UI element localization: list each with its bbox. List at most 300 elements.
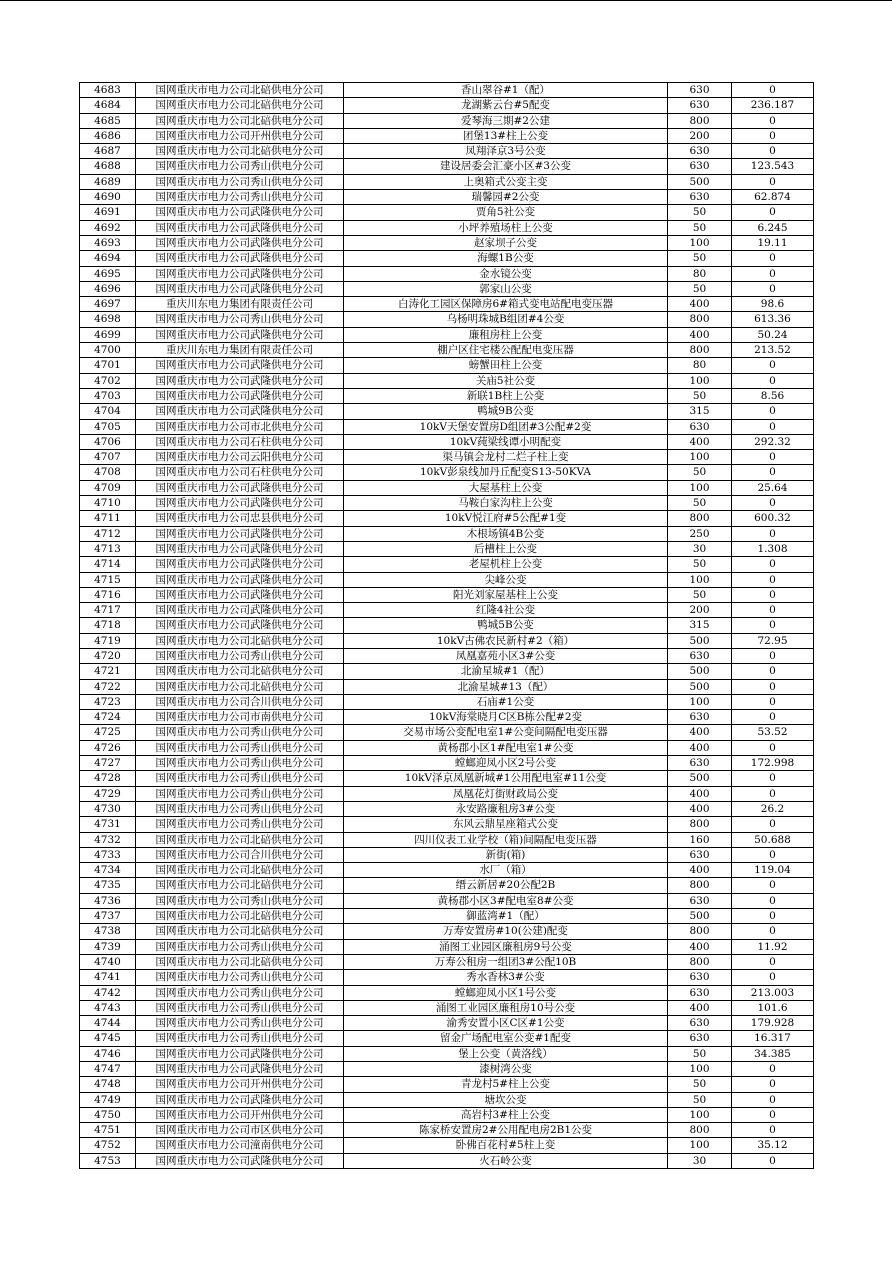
transformer-name-cell: 黄杨郡小区1#配电室1#公变 — [344, 740, 668, 755]
transformer-name-cell: 北渝星城#1（配） — [344, 664, 668, 679]
transformer-name-cell: 廉租房柱上公变 — [344, 327, 668, 342]
transformer-name-cell: 海螺1B公变 — [344, 251, 668, 266]
company-cell: 国网重庆市电力公司秀山供电分公司 — [136, 312, 344, 327]
row-number-cell: 4694 — [80, 251, 136, 266]
value-cell: 101.6 — [732, 1000, 814, 1015]
transformer-name-cell: 涌图工业园区廉租房10号公变 — [344, 1000, 668, 1015]
company-cell: 国网重庆市电力公司北碚供电分公司 — [136, 144, 344, 159]
capacity-cell: 400 — [668, 434, 732, 449]
row-number-cell: 4713 — [80, 541, 136, 556]
capacity-cell: 630 — [668, 710, 732, 725]
row-number-cell: 4714 — [80, 557, 136, 572]
company-cell: 国网重庆市电力公司武隆供电分公司 — [136, 557, 344, 572]
company-cell: 国网重庆市电力公司北碚供电分公司 — [136, 98, 344, 113]
value-cell: 179.928 — [732, 1016, 814, 1031]
table-row — [80, 1077, 814, 1092]
capacity-cell: 315 — [668, 618, 732, 633]
value-cell: 0 — [732, 1077, 814, 1092]
table-row — [80, 1123, 814, 1138]
row-number-cell: 4692 — [80, 220, 136, 235]
table-row — [80, 419, 814, 434]
value-cell: 0 — [732, 496, 814, 511]
capacity-cell: 30 — [668, 1153, 732, 1168]
transformer-name-cell: 留金广场配电室公变#1配变 — [344, 1031, 668, 1046]
capacity-cell: 630 — [668, 419, 732, 434]
company-cell: 国网重庆市电力公司北碚供电分公司 — [136, 832, 344, 847]
table-row — [80, 312, 814, 327]
capacity-cell: 100 — [668, 1062, 732, 1077]
row-number-cell: 4687 — [80, 144, 136, 159]
company-cell: 国网重庆市电力公司武隆供电分公司 — [136, 1092, 344, 1107]
capacity-cell: 400 — [668, 740, 732, 755]
row-number-cell: 4733 — [80, 847, 136, 862]
company-cell: 国网重庆市电力公司秀山供电分公司 — [136, 648, 344, 663]
transformer-name-cell: 10kV彭泉线加丹丘配变S13-50KVA — [344, 465, 668, 480]
value-cell: 123.543 — [732, 159, 814, 174]
table-row — [80, 725, 814, 740]
transformer-name-cell: 螳螂迎凤小区2号公变 — [344, 756, 668, 771]
transformer-name-cell: 10kV古佛农民新村#2（箱） — [344, 633, 668, 648]
table-row — [80, 847, 814, 862]
table-row — [80, 1138, 814, 1153]
table-row — [80, 343, 814, 358]
table-row — [80, 1062, 814, 1077]
value-cell: 72.95 — [732, 633, 814, 648]
value-cell: 0 — [732, 205, 814, 220]
transformer-name-cell: 渝秀安置小区C区#1公变 — [344, 1016, 668, 1031]
capacity-cell: 800 — [668, 312, 732, 327]
company-cell: 国网重庆市电力公司石柱供电分公司 — [136, 465, 344, 480]
capacity-cell: 315 — [668, 404, 732, 419]
company-cell: 国网重庆市电力公司武隆供电分公司 — [136, 235, 344, 250]
table-row — [80, 128, 814, 143]
row-number-cell: 4740 — [80, 954, 136, 969]
row-number-cell: 4706 — [80, 434, 136, 449]
value-cell: 35.12 — [732, 1138, 814, 1153]
transformer-name-cell: 水厂（箱） — [344, 863, 668, 878]
capacity-cell: 630 — [668, 98, 732, 113]
capacity-cell: 200 — [668, 603, 732, 618]
capacity-cell: 800 — [668, 878, 732, 893]
row-number-cell: 4702 — [80, 373, 136, 388]
company-cell: 国网重庆市电力公司武隆供电分公司 — [136, 358, 344, 373]
table-row — [80, 450, 814, 465]
row-number-cell: 4690 — [80, 190, 136, 205]
transformer-name-cell: 青龙村5#柱上公变 — [344, 1077, 668, 1092]
capacity-cell: 500 — [668, 633, 732, 648]
capacity-cell: 100 — [668, 373, 732, 388]
table-row — [80, 740, 814, 755]
row-number-cell: 4686 — [80, 128, 136, 143]
table-row — [80, 648, 814, 663]
company-cell: 国网重庆市电力公司北碚供电分公司 — [136, 83, 344, 98]
table-row — [80, 587, 814, 602]
capacity-cell: 50 — [668, 220, 732, 235]
row-number-cell: 4731 — [80, 817, 136, 832]
row-number-cell: 4712 — [80, 526, 136, 541]
company-cell: 国网重庆市电力公司秀山供电分公司 — [136, 159, 344, 174]
capacity-cell: 630 — [668, 190, 732, 205]
row-number-cell: 4748 — [80, 1077, 136, 1092]
transformer-table — [79, 82, 814, 1169]
table-row — [80, 954, 814, 969]
value-cell: 0 — [732, 970, 814, 985]
transformer-name-cell: 赵家坝子公变 — [344, 235, 668, 250]
table-row — [80, 541, 814, 556]
transformer-name-cell: 四川仪表工业学校（箱)间隔配电变压器 — [344, 832, 668, 847]
company-cell: 国网重庆市电力公司秀山供电分公司 — [136, 190, 344, 205]
row-number-cell: 4730 — [80, 801, 136, 816]
capacity-cell: 400 — [668, 786, 732, 801]
table-row — [80, 1016, 814, 1031]
row-number-cell: 4726 — [80, 740, 136, 755]
capacity-cell: 400 — [668, 1000, 732, 1015]
transformer-name-cell: 爱琴海三期#2公建 — [344, 113, 668, 128]
transformer-name-cell: 香山翠谷#1（配） — [344, 83, 668, 98]
row-number-cell: 4749 — [80, 1092, 136, 1107]
capacity-cell: 630 — [668, 756, 732, 771]
value-cell: 172.998 — [732, 756, 814, 771]
value-cell: 11.92 — [732, 939, 814, 954]
table-row — [80, 480, 814, 495]
transformer-name-cell: 螳螂迎凤小区1号公变 — [344, 985, 668, 1000]
capacity-cell: 630 — [668, 893, 732, 908]
capacity-cell: 630 — [668, 144, 732, 159]
capacity-cell: 800 — [668, 924, 732, 939]
company-cell: 国网重庆市电力公司秀山供电分公司 — [136, 1016, 344, 1031]
value-cell: 25.64 — [732, 480, 814, 495]
transformer-name-cell: 老屋机柱上公变 — [344, 557, 668, 572]
table-row — [80, 878, 814, 893]
capacity-cell: 400 — [668, 297, 732, 312]
value-cell: 0 — [732, 373, 814, 388]
value-cell: 292.32 — [732, 434, 814, 449]
table-row — [80, 633, 814, 648]
capacity-cell: 630 — [668, 159, 732, 174]
company-cell: 国网重庆市电力公司武隆供电分公司 — [136, 587, 344, 602]
table-row — [80, 327, 814, 342]
company-cell: 国网重庆市电力公司秀山供电分公司 — [136, 893, 344, 908]
row-number-cell: 4752 — [80, 1138, 136, 1153]
value-cell: 26.2 — [732, 801, 814, 816]
value-cell: 0 — [732, 358, 814, 373]
row-number-cell: 4708 — [80, 465, 136, 480]
row-number-cell: 4732 — [80, 832, 136, 847]
table-row — [80, 863, 814, 878]
capacity-cell: 80 — [668, 358, 732, 373]
value-cell: 0 — [732, 465, 814, 480]
value-cell: 0 — [732, 694, 814, 709]
capacity-cell: 800 — [668, 1123, 732, 1138]
table-row — [80, 694, 814, 709]
transformer-name-cell: 上奥箱式公变主变 — [344, 174, 668, 189]
row-number-cell: 4688 — [80, 159, 136, 174]
transformer-name-cell: 马鞍白家沟柱上公变 — [344, 496, 668, 511]
capacity-cell: 50 — [668, 1046, 732, 1061]
company-cell: 国网重庆市电力公司秀山供电分公司 — [136, 970, 344, 985]
company-cell: 国网重庆市电力公司北碚供电分公司 — [136, 863, 344, 878]
table-row — [80, 817, 814, 832]
value-cell: 0 — [732, 710, 814, 725]
transformer-name-cell: 棚户区住宅楼公配配电变压器 — [344, 343, 668, 358]
transformer-name-cell: 螃蟹田柱上公变 — [344, 358, 668, 373]
company-cell: 国网重庆市电力公司北碚供电分公司 — [136, 664, 344, 679]
table-row — [80, 190, 814, 205]
capacity-cell: 50 — [668, 1092, 732, 1107]
company-cell: 国网重庆市电力公司武隆供电分公司 — [136, 220, 344, 235]
capacity-cell: 800 — [668, 511, 732, 526]
company-cell: 国网重庆市电力公司武隆供电分公司 — [136, 1062, 344, 1077]
row-number-cell: 4684 — [80, 98, 136, 113]
company-cell: 国网重庆市电力公司北碚供电分公司 — [136, 633, 344, 648]
transformer-name-cell: 乌杨明珠城B组团#4公变 — [344, 312, 668, 327]
row-number-cell: 4691 — [80, 205, 136, 220]
transformer-name-cell: 龙湖紫云台#5配变 — [344, 98, 668, 113]
company-cell: 国网重庆市电力公司武隆供电分公司 — [136, 205, 344, 220]
row-number-cell: 4720 — [80, 648, 136, 663]
table-row — [80, 710, 814, 725]
transformer-name-cell: 小坪养殖场柱上公变 — [344, 220, 668, 235]
row-number-cell: 4750 — [80, 1107, 136, 1122]
table-row — [80, 985, 814, 1000]
company-cell: 国网重庆市电力公司市南供电分公司 — [136, 710, 344, 725]
transformer-name-cell: 后槽柱上公变 — [344, 541, 668, 556]
table-row — [80, 526, 814, 541]
transformer-name-cell: 凤翔泽京3号公变 — [344, 144, 668, 159]
table-body — [80, 83, 814, 1169]
row-number-cell: 4742 — [80, 985, 136, 1000]
value-cell: 0 — [732, 419, 814, 434]
company-cell: 国网重庆市电力公司忠县供电分公司 — [136, 511, 344, 526]
company-cell: 国网重庆市电力公司北碚供电分公司 — [136, 878, 344, 893]
value-cell: 0 — [732, 128, 814, 143]
value-cell: 0 — [732, 1092, 814, 1107]
transformer-name-cell: 10kV天堡安置房D组团#3公配#2变 — [344, 419, 668, 434]
value-cell: 0 — [732, 113, 814, 128]
company-cell: 国网重庆市电力公司武隆供电分公司 — [136, 373, 344, 388]
capacity-cell: 30 — [668, 541, 732, 556]
table-row — [80, 465, 814, 480]
value-cell: 1.308 — [732, 541, 814, 556]
capacity-cell: 100 — [668, 694, 732, 709]
company-cell: 国网重庆市电力公司秀山供电分公司 — [136, 174, 344, 189]
transformer-name-cell: 尖峰公变 — [344, 572, 668, 587]
row-number-cell: 4724 — [80, 710, 136, 725]
capacity-cell: 500 — [668, 664, 732, 679]
value-cell: 0 — [732, 648, 814, 663]
company-cell: 国网重庆市电力公司北碚供电分公司 — [136, 679, 344, 694]
capacity-cell: 500 — [668, 679, 732, 694]
value-cell: 16.317 — [732, 1031, 814, 1046]
transformer-name-cell: 金水镜公变 — [344, 266, 668, 281]
row-number-cell: 4715 — [80, 572, 136, 587]
table-row — [80, 434, 814, 449]
company-cell: 国网重庆市电力公司秀山供电分公司 — [136, 740, 344, 755]
value-cell: 0 — [732, 618, 814, 633]
capacity-cell: 250 — [668, 526, 732, 541]
value-cell: 600.32 — [732, 511, 814, 526]
row-number-cell: 4705 — [80, 419, 136, 434]
company-cell: 国网重庆市电力公司武隆供电分公司 — [136, 404, 344, 419]
transformer-name-cell: 新联1B柱上公变 — [344, 388, 668, 403]
company-cell: 国网重庆市电力公司武隆供电分公司 — [136, 618, 344, 633]
value-cell: 0 — [732, 954, 814, 969]
row-number-cell: 4685 — [80, 113, 136, 128]
company-cell: 国网重庆市电力公司秀山供电分公司 — [136, 786, 344, 801]
row-number-cell: 4741 — [80, 970, 136, 985]
value-cell: 62.874 — [732, 190, 814, 205]
value-cell: 0 — [732, 572, 814, 587]
table-row — [80, 756, 814, 771]
value-cell: 0 — [732, 587, 814, 602]
capacity-cell: 80 — [668, 266, 732, 281]
transformer-name-cell: 鸭城5B公变 — [344, 618, 668, 633]
value-cell: 0 — [732, 251, 814, 266]
transformer-name-cell: 北渝星城#13（配） — [344, 679, 668, 694]
company-cell: 国网重庆市电力公司合川供电分公司 — [136, 694, 344, 709]
value-cell: 0 — [732, 450, 814, 465]
capacity-cell: 50 — [668, 281, 732, 296]
value-cell: 0 — [732, 924, 814, 939]
value-cell: 0 — [732, 1123, 814, 1138]
capacity-cell: 100 — [668, 450, 732, 465]
value-cell: 98.6 — [732, 297, 814, 312]
table-row — [80, 511, 814, 526]
table-row — [80, 557, 814, 572]
row-number-cell: 4729 — [80, 786, 136, 801]
capacity-cell: 160 — [668, 832, 732, 847]
row-number-cell: 4736 — [80, 893, 136, 908]
capacity-cell: 50 — [668, 205, 732, 220]
value-cell: 0 — [732, 817, 814, 832]
table-row — [80, 970, 814, 985]
table-row — [80, 358, 814, 373]
table-row — [80, 618, 814, 633]
company-cell: 国网重庆市电力公司秀山供电分公司 — [136, 817, 344, 832]
company-cell: 国网重庆市电力公司武隆供电分公司 — [136, 251, 344, 266]
table-row — [80, 83, 814, 98]
company-cell: 重庆川东电力集团有限责任公司 — [136, 297, 344, 312]
row-number-cell: 4716 — [80, 587, 136, 602]
transformer-name-cell: 鸭城9B公变 — [344, 404, 668, 419]
capacity-cell: 100 — [668, 1138, 732, 1153]
value-cell: 0 — [732, 174, 814, 189]
table-row — [80, 98, 814, 113]
value-cell: 0 — [732, 603, 814, 618]
transformer-name-cell: 新街(箱) — [344, 847, 668, 862]
table-row — [80, 251, 814, 266]
row-number-cell: 4747 — [80, 1062, 136, 1077]
transformer-name-cell: 木根场镇4B公变 — [344, 526, 668, 541]
transformer-name-cell: 郭家山公变 — [344, 281, 668, 296]
row-number-cell: 4722 — [80, 679, 136, 694]
transformer-name-cell: 10kV海棠晓月C区B栋公配#2变 — [344, 710, 668, 725]
row-number-cell: 4721 — [80, 664, 136, 679]
row-number-cell: 4696 — [80, 281, 136, 296]
capacity-cell: 630 — [668, 83, 732, 98]
capacity-cell: 50 — [668, 251, 732, 266]
table-row — [80, 572, 814, 587]
company-cell: 国网重庆市电力公司北碚供电分公司 — [136, 113, 344, 128]
value-cell: 0 — [732, 771, 814, 786]
capacity-cell: 400 — [668, 327, 732, 342]
row-number-cell: 4698 — [80, 312, 136, 327]
transformer-name-cell: 凤凰花灯街财政局公变 — [344, 786, 668, 801]
row-number-cell: 4753 — [80, 1153, 136, 1168]
value-cell: 0 — [732, 266, 814, 281]
company-cell: 国网重庆市电力公司合川供电分公司 — [136, 847, 344, 862]
company-cell: 国网重庆市电力公司武隆供电分公司 — [136, 541, 344, 556]
transformer-name-cell: 秀水香林3#公变 — [344, 970, 668, 985]
table-row — [80, 832, 814, 847]
table-row — [80, 297, 814, 312]
row-number-cell: 4718 — [80, 618, 136, 633]
transformer-name-cell: 10kV悦江府#5公配#1变 — [344, 511, 668, 526]
row-number-cell: 4735 — [80, 878, 136, 893]
value-cell: 0 — [732, 144, 814, 159]
row-number-cell: 4728 — [80, 771, 136, 786]
table-row — [80, 404, 814, 419]
table-row — [80, 266, 814, 281]
value-cell: 213.52 — [732, 343, 814, 358]
capacity-cell: 200 — [668, 128, 732, 143]
value-cell: 0 — [732, 83, 814, 98]
value-cell: 0 — [732, 740, 814, 755]
capacity-cell: 100 — [668, 235, 732, 250]
company-cell: 国网重庆市电力公司武隆供电分公司 — [136, 266, 344, 281]
capacity-cell: 50 — [668, 465, 732, 480]
capacity-cell: 100 — [668, 572, 732, 587]
table-row — [80, 235, 814, 250]
capacity-cell: 800 — [668, 817, 732, 832]
value-cell: 0 — [732, 1107, 814, 1122]
company-cell: 国网重庆市电力公司开州供电分公司 — [136, 128, 344, 143]
capacity-cell: 630 — [668, 985, 732, 1000]
table-row — [80, 771, 814, 786]
capacity-cell: 100 — [668, 480, 732, 495]
transformer-name-cell: 塘坎公变 — [344, 1092, 668, 1107]
company-cell: 国网重庆市电力公司秀山供电分公司 — [136, 1031, 344, 1046]
company-cell: 国网重庆市电力公司北碚供电分公司 — [136, 924, 344, 939]
value-cell: 6.245 — [732, 220, 814, 235]
row-number-cell: 4725 — [80, 725, 136, 740]
transformer-name-cell: 万寿公租房一组团3#公配10B — [344, 954, 668, 969]
company-cell: 国网重庆市电力公司武隆供电分公司 — [136, 480, 344, 495]
transformer-name-cell: 卧佛百花村#5柱上变 — [344, 1138, 668, 1153]
row-number-cell: 4745 — [80, 1031, 136, 1046]
table-row — [80, 1092, 814, 1107]
row-number-cell: 4703 — [80, 388, 136, 403]
value-cell: 19.11 — [732, 235, 814, 250]
transformer-name-cell: 永安路廉租房3#公变 — [344, 801, 668, 816]
table-row — [80, 159, 814, 174]
company-cell: 国网重庆市电力公司市区供电分公司 — [136, 1123, 344, 1138]
capacity-cell: 800 — [668, 113, 732, 128]
company-cell: 国网重庆市电力公司秀山供电分公司 — [136, 801, 344, 816]
transformer-name-cell: 凤凰嘉苑小区3#公变 — [344, 648, 668, 663]
transformer-name-cell: 关庙5社公变 — [344, 373, 668, 388]
company-cell: 国网重庆市电力公司秀山供电分公司 — [136, 985, 344, 1000]
table-row — [80, 603, 814, 618]
capacity-cell: 50 — [668, 496, 732, 511]
value-cell: 0 — [732, 1153, 814, 1168]
table-row — [80, 786, 814, 801]
capacity-cell: 400 — [668, 801, 732, 816]
capacity-cell: 630 — [668, 847, 732, 862]
company-cell: 国网重庆市电力公司开州供电分公司 — [136, 1107, 344, 1122]
transformer-name-cell: 瑞馨园#2公变 — [344, 190, 668, 205]
value-cell: 0 — [732, 878, 814, 893]
